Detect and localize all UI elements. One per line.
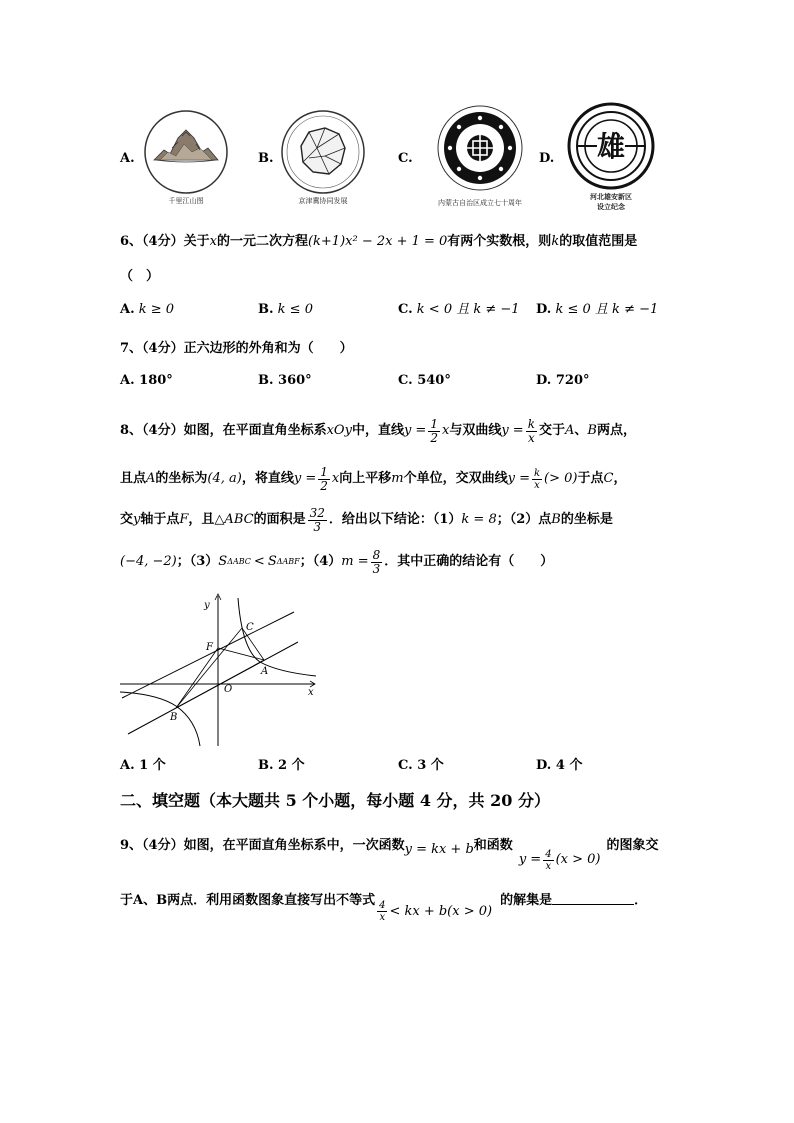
q9-inequality: $\frac{4}{x}$ < kx + b(x > 0) <box>379 900 493 923</box>
q8-half-fraction: $\frac{1}{2}$ <box>430 416 438 445</box>
q6-var-x: x <box>209 234 217 249</box>
q6-paren: （ ） <box>120 269 160 284</box>
graph-label-y: y <box>204 600 210 611</box>
q6-stem <box>120 233 637 251</box>
q7-option-a[interactable]: A. 180° <box>120 373 173 388</box>
graph-label-a: A <box>261 666 269 677</box>
q8-option-a[interactable]: A. 1 个 <box>120 758 166 773</box>
q8-area-fraction: $\frac{32}{3}$ <box>309 505 325 534</box>
section2-title: 二、填空题（本大题共 5 个小题，每小题 4 分，共 20 分） <box>120 791 550 810</box>
graph-label-b: B <box>170 712 178 723</box>
xiongan-logo-icon <box>563 102 659 190</box>
mountain-logo-icon <box>142 108 230 196</box>
q9-frac-2: $\frac{4}{x}$ <box>379 900 386 923</box>
graph-label-c: C <box>246 622 254 633</box>
q5-option-c-image <box>430 104 530 208</box>
q6-suffix: 有两个实数根，则 <box>447 234 552 249</box>
q8-option-b[interactable]: B. 2 个 <box>258 758 305 773</box>
q6-equation: (k+1)x² − 2x + 1 = 0 <box>307 234 448 249</box>
q8-k-fraction: $\frac{k}{x}$ <box>527 416 535 445</box>
q5-option-c-caption: 内蒙古自治区成立七十周年 <box>438 199 522 207</box>
q8-graph <box>118 590 318 750</box>
map-logo-icon <box>279 108 367 196</box>
q5-option-a-label: A. <box>120 151 135 166</box>
hyperbola-branch-1 <box>238 598 316 676</box>
q8-k-fraction-2: $\frac{k}{x}$ <box>533 467 541 491</box>
q8-line1: 8、（4分）如图，在平面直角坐标系 xOy 中，直线 y = $\frac{1}{2}$ x 与双曲线 y = $\frac{k}{x}$ 交于 A 、 B 两点， <box>120 416 636 445</box>
q8-half-fraction-2: $\frac{1}{2}$ <box>320 464 328 493</box>
q9-answer-blank[interactable] <box>552 890 634 905</box>
q6-option-b[interactable]: B. k ≤ 0 <box>258 302 313 317</box>
hyperbola-branch-2 <box>120 692 200 746</box>
graph-label-f: F <box>206 642 213 653</box>
q8-line2: 且点 A 的坐标为 (4, a) ，将直线 y = $\frac{1}{2}$ x 向上平移 m 个单位，交双曲线 y = $\frac{k}{x}$ (> 0) 于点 C ， <box>120 464 627 493</box>
line-shifted <box>122 612 294 698</box>
q8-m-fraction: $\frac{8}{3}$ <box>372 547 381 576</box>
triangle-abf <box>176 648 264 708</box>
q6-mid: 的一元二次方程 <box>216 234 308 249</box>
q5-option-d-caption: 河北雄安新区 <box>590 193 632 201</box>
q5-option-a-image <box>142 108 230 208</box>
q5-option-a-caption: 千里江山图 <box>168 197 204 205</box>
graph-label-o: O <box>224 684 233 695</box>
q5-option-b-caption: 京津冀协同发展 <box>298 197 348 205</box>
q8-option-c[interactable]: C. 3 个 <box>398 758 444 773</box>
q6-var-k: k <box>551 234 560 249</box>
q7-option-b[interactable]: B. 360° <box>258 373 312 388</box>
q8-line3: 交 y 轴于点 F ，且 △ABC 的面积是 $\frac{32}{3}$ ．给出以下结论：（1） k = 8 ；（2）点 B 的坐标是 <box>120 505 613 534</box>
q9-frac-1: $\frac{4}{x}$ <box>545 848 552 872</box>
q6-prefix: 6、（4分）关于 <box>120 234 210 249</box>
q5-option-d-image <box>563 102 659 214</box>
q8-option-d[interactable]: D. 4 个 <box>536 758 583 773</box>
q5-option-c-label: C. <box>398 151 413 166</box>
q6-option-c[interactable]: C. k < 0 且 k ≠ −1 <box>398 302 520 317</box>
q8-line4: (−4, −2) ；（3） S ΔABC < S ΔABF ；（4） m = $\frac{8}{3}$ ．其中正确的结论有（ ） <box>120 547 554 576</box>
q5-option-d-caption2: 设立纪念 <box>597 203 625 211</box>
knot-logo-icon <box>430 104 530 196</box>
q9-line2: 于A、B两点．利用函数图象直接写出不等式 $\frac{4}{x}$ < kx + b(x > 0) 的解集是 ． <box>120 890 647 930</box>
q5-option-b-label: B. <box>258 151 274 166</box>
q5-option-d-logo-char: 雄 <box>596 130 626 163</box>
q9-line1: 9、（4分）如图，在平面直角坐标系中，一次函数 y = kx + b 和函数 y = $\frac{4}{x}$ (x > 0) 的图象交 <box>120 838 659 872</box>
q6-suffix2: 的取值范围是 <box>559 234 638 249</box>
q6-option-d[interactable]: D. k ≤ 0 且 k ≠ −1 <box>536 302 659 317</box>
q5-option-d-label: D. <box>539 151 555 166</box>
q7-stem: 7、（4分）正六边形的外角和为（ ） <box>120 341 353 356</box>
graph-label-x: x <box>308 687 314 698</box>
q7-option-d[interactable]: D. 720° <box>536 373 590 388</box>
q9-function-expr: y = $\frac{4}{x}$ (x > 0) <box>518 848 601 872</box>
q5-option-b-image <box>279 108 367 208</box>
q7-option-c[interactable]: C. 540° <box>398 373 451 388</box>
q6-option-a[interactable]: A. k ≥ 0 <box>120 302 175 317</box>
